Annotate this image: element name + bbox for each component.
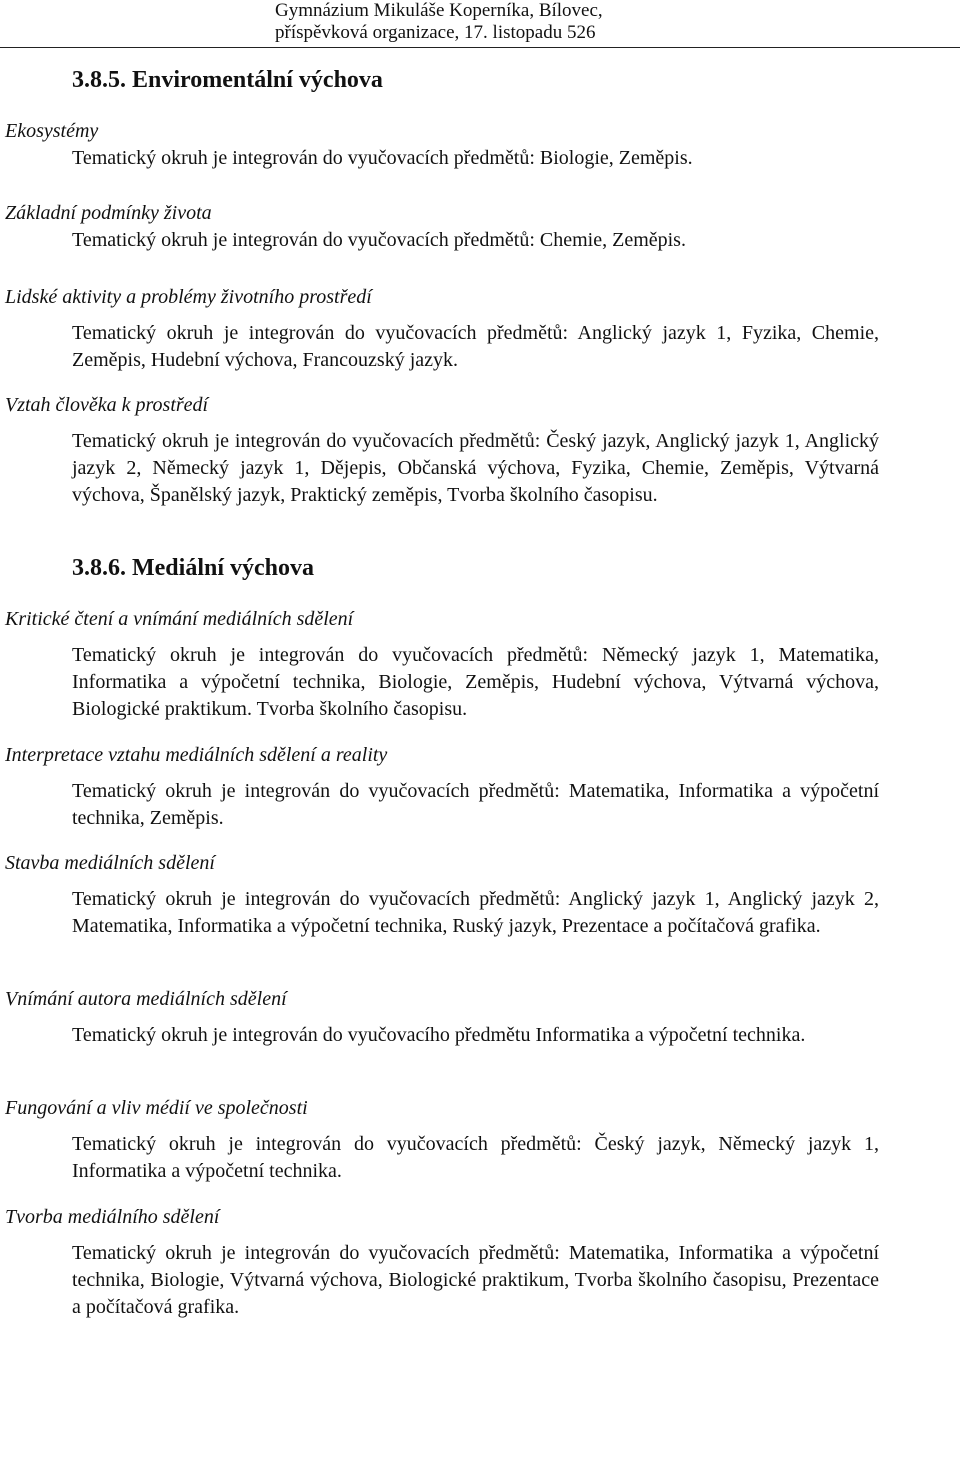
section-heading-media: 3.8.6. Mediální výchova [72, 555, 315, 581]
topic-basic-conditions [5, 200, 879, 254]
section-heading-environmental: 3.8.5. Enviromentální výchova [72, 67, 383, 93]
topic-author-perception [5, 986, 879, 1049]
topic-title: Vztah člověka k prostředí [5, 394, 209, 416]
topic-title: Fungování a vliv médií ve společnosti [5, 1097, 308, 1119]
topic-text: Tematický okruh je integrován do vyučovacích předmětů: Český jazyk, Německý jazyk 1, Informatika a výpočetní technika. [72, 1133, 879, 1182]
topic-title: Kritické čtení a vnímání mediálních sdělení [5, 608, 354, 630]
topic-media-influence [5, 1095, 879, 1185]
topic-text: Tematický okruh je integrován do vyučovacích předmětů: Matematika, Informatika a výpočetní technika, Zeměpis. [72, 780, 879, 829]
header-school-name: Gymnázium Mikuláše Koperníka, Bílovec, [275, 0, 603, 21]
topic-title: Tvorba mediálního sdělení [5, 1206, 220, 1228]
topic-text: Tematický okruh je integrován do vyučovacích předmětů: Anglický jazyk 1, Fyzika, Chemie, Zeměpis, Hudební výchova, Francouzský jazyk. [72, 322, 879, 371]
topic-text: Tematický okruh je integrován do vyučovacích předmětů: Český jazyk, Anglický jazyk 1, Anglický jazyk 2, Německý jazyk 1, Dějepis, Občanská výchova, Fyzika, Chemie, Zeměpis, Výtvarná výchova, Španělský jazyk, Praktický zeměpis, Tvorba školního časopisu. [72, 430, 879, 506]
topic-title: Základní podmínky života [5, 202, 212, 224]
topic-title: Ekosystémy [5, 120, 99, 142]
topic-title: Lidské aktivity a problémy životního prostředí [5, 286, 372, 308]
topic-text: Tematický okruh je integrován do vyučovacích předmětů: Německý jazyk 1, Matematika, Informatika a výpočetní technika, Biologie, Zeměpis, Hudební výchova, Výtvarná výchova, Biologické praktikum. Tvorba školního časopisu. [72, 644, 879, 720]
page-header [0, 0, 960, 48]
topic-text: Tematický okruh je integrován do vyučovacích předmětů: Matematika, Informatika a výpočetní technika, Biologie, Výtvarná výchova, Biologické praktikum, Tvorba školního časopisu, Prezentace a počítačová grafika. [72, 1242, 879, 1318]
topic-media-creation [5, 1204, 879, 1321]
topic-human-activities [5, 284, 879, 374]
topic-text: Tematický okruh je integrován do vyučovacích předmětů: Chemie, Zeměpis. [72, 229, 686, 251]
topic-title: Vnímání autora mediálních sdělení [5, 988, 287, 1010]
topic-text: Tematický okruh je integrován do vyučovacích předmětů: Anglický jazyk 1, Anglický jazyk 2, Matematika, Informatika a výpočetní technika, Ruský jazyk, Prezentace a počítačová grafika. [72, 888, 879, 937]
topic-interpretation [5, 742, 879, 832]
topic-text: Tematický okruh je integrován do vyučovacích předmětů: Biologie, Zeměpis. [72, 147, 693, 169]
topic-title: Interpretace vztahu mediálních sdělení a reality [5, 744, 388, 766]
topic-human-environment [5, 392, 879, 509]
topic-text: Tematický okruh je integrován do vyučovacího předmětu Informatika a výpočetní technika. [72, 1024, 806, 1046]
topic-structure [5, 850, 879, 940]
topic-ecosystems [5, 118, 879, 172]
header-organization: příspěvková organizace, 17. listopadu 526 [275, 22, 596, 43]
topic-title: Stavba mediálních sdělení [5, 852, 215, 874]
topic-critical-reading [5, 606, 879, 723]
